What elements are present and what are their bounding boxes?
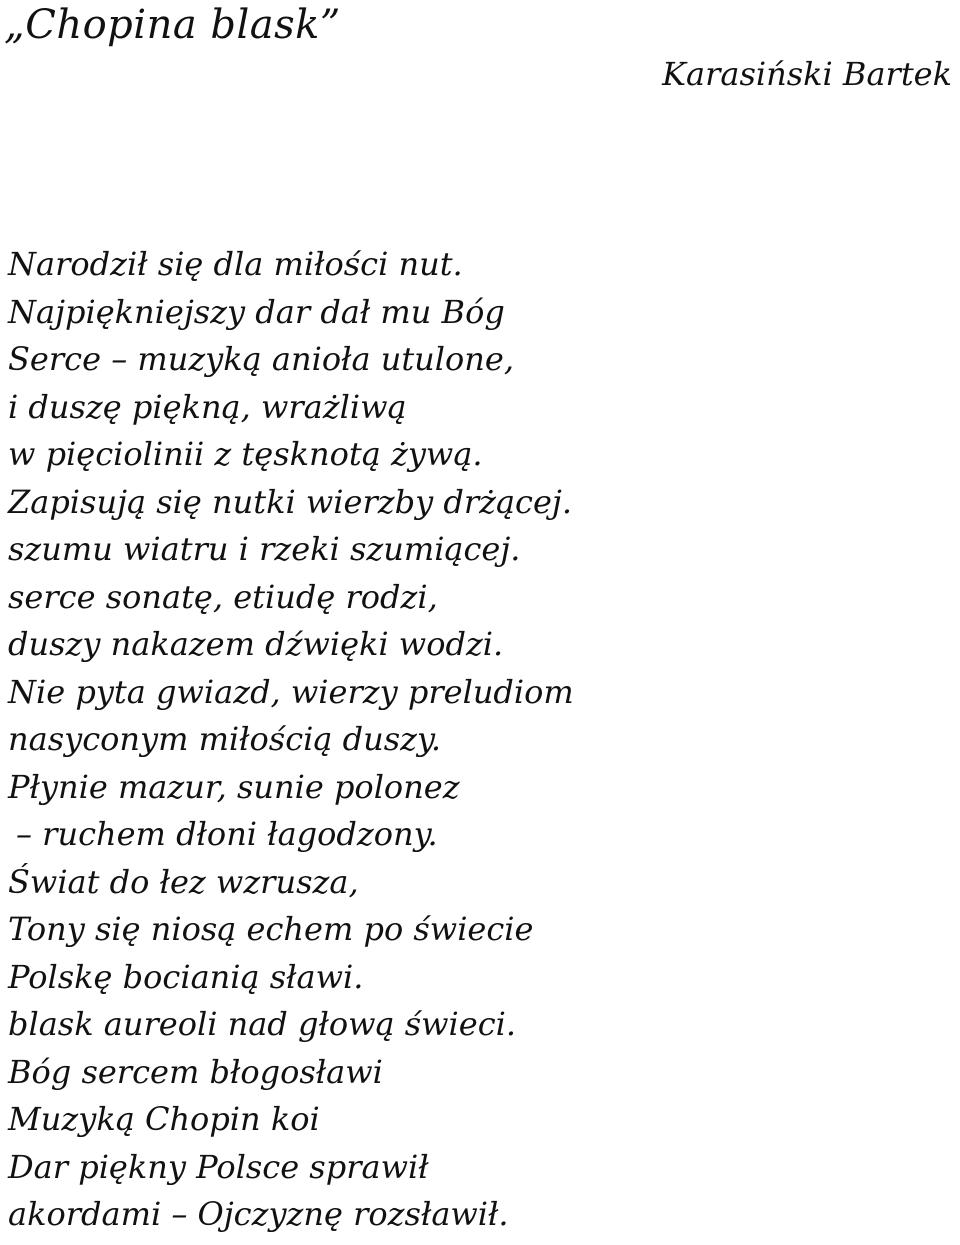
poem-line: akordami – Ojczyznę rozsławił. bbox=[8, 1195, 509, 1233]
poem-line: Dar piękny Polsce sprawił bbox=[8, 1147, 429, 1186]
poem-line: Nie pyta gwiazd, wierzy preludiom bbox=[8, 672, 574, 711]
poem-line: Muzyką Chopin koi bbox=[8, 1100, 320, 1138]
poem-line: i duszę piękną, wrażliwą bbox=[8, 387, 407, 426]
poem-line: duszy nakazem dźwięki wodzi. bbox=[8, 625, 504, 663]
poem-line: blask aureoli nad głową świeci. bbox=[8, 1005, 517, 1043]
poem-line: Bóg sercem błogosławi bbox=[8, 1052, 383, 1091]
poem-title: „Chopina blask” bbox=[4, 2, 341, 48]
poem-line: – ruchem dłoni łagodzony. bbox=[16, 815, 438, 853]
poem-line: szumu wiatru i rzeki szumiącej. bbox=[8, 530, 521, 568]
poem-body bbox=[8, 241, 574, 1239]
poem-line: Serce – muzyką anioła utulone, bbox=[8, 340, 514, 378]
poem-line: nasyconym miłością duszy. bbox=[8, 720, 441, 758]
poem-line: Zapisują się nutki wierzby drżącej. bbox=[8, 482, 572, 521]
poem-line: Płynie mazur, sunie polonez bbox=[8, 767, 460, 806]
poem-line: Świat do łez wzrusza, bbox=[8, 862, 359, 901]
poem-line: Narodził się dla miłości nut. bbox=[8, 245, 463, 283]
poem-line: w pięciolinii z tęsknotą żywą. bbox=[8, 435, 483, 473]
poem-line: serce sonatę, etiudę rodzi, bbox=[8, 577, 438, 616]
poem-line: Tony się niosą echem po świecie bbox=[8, 910, 534, 948]
poem-line: Najpiękniejszy dar dał mu Bóg bbox=[8, 292, 505, 331]
poem-author: Karasiński Bartek bbox=[662, 55, 952, 93]
poem-line: Polskę bocianią sławi. bbox=[8, 957, 364, 996]
